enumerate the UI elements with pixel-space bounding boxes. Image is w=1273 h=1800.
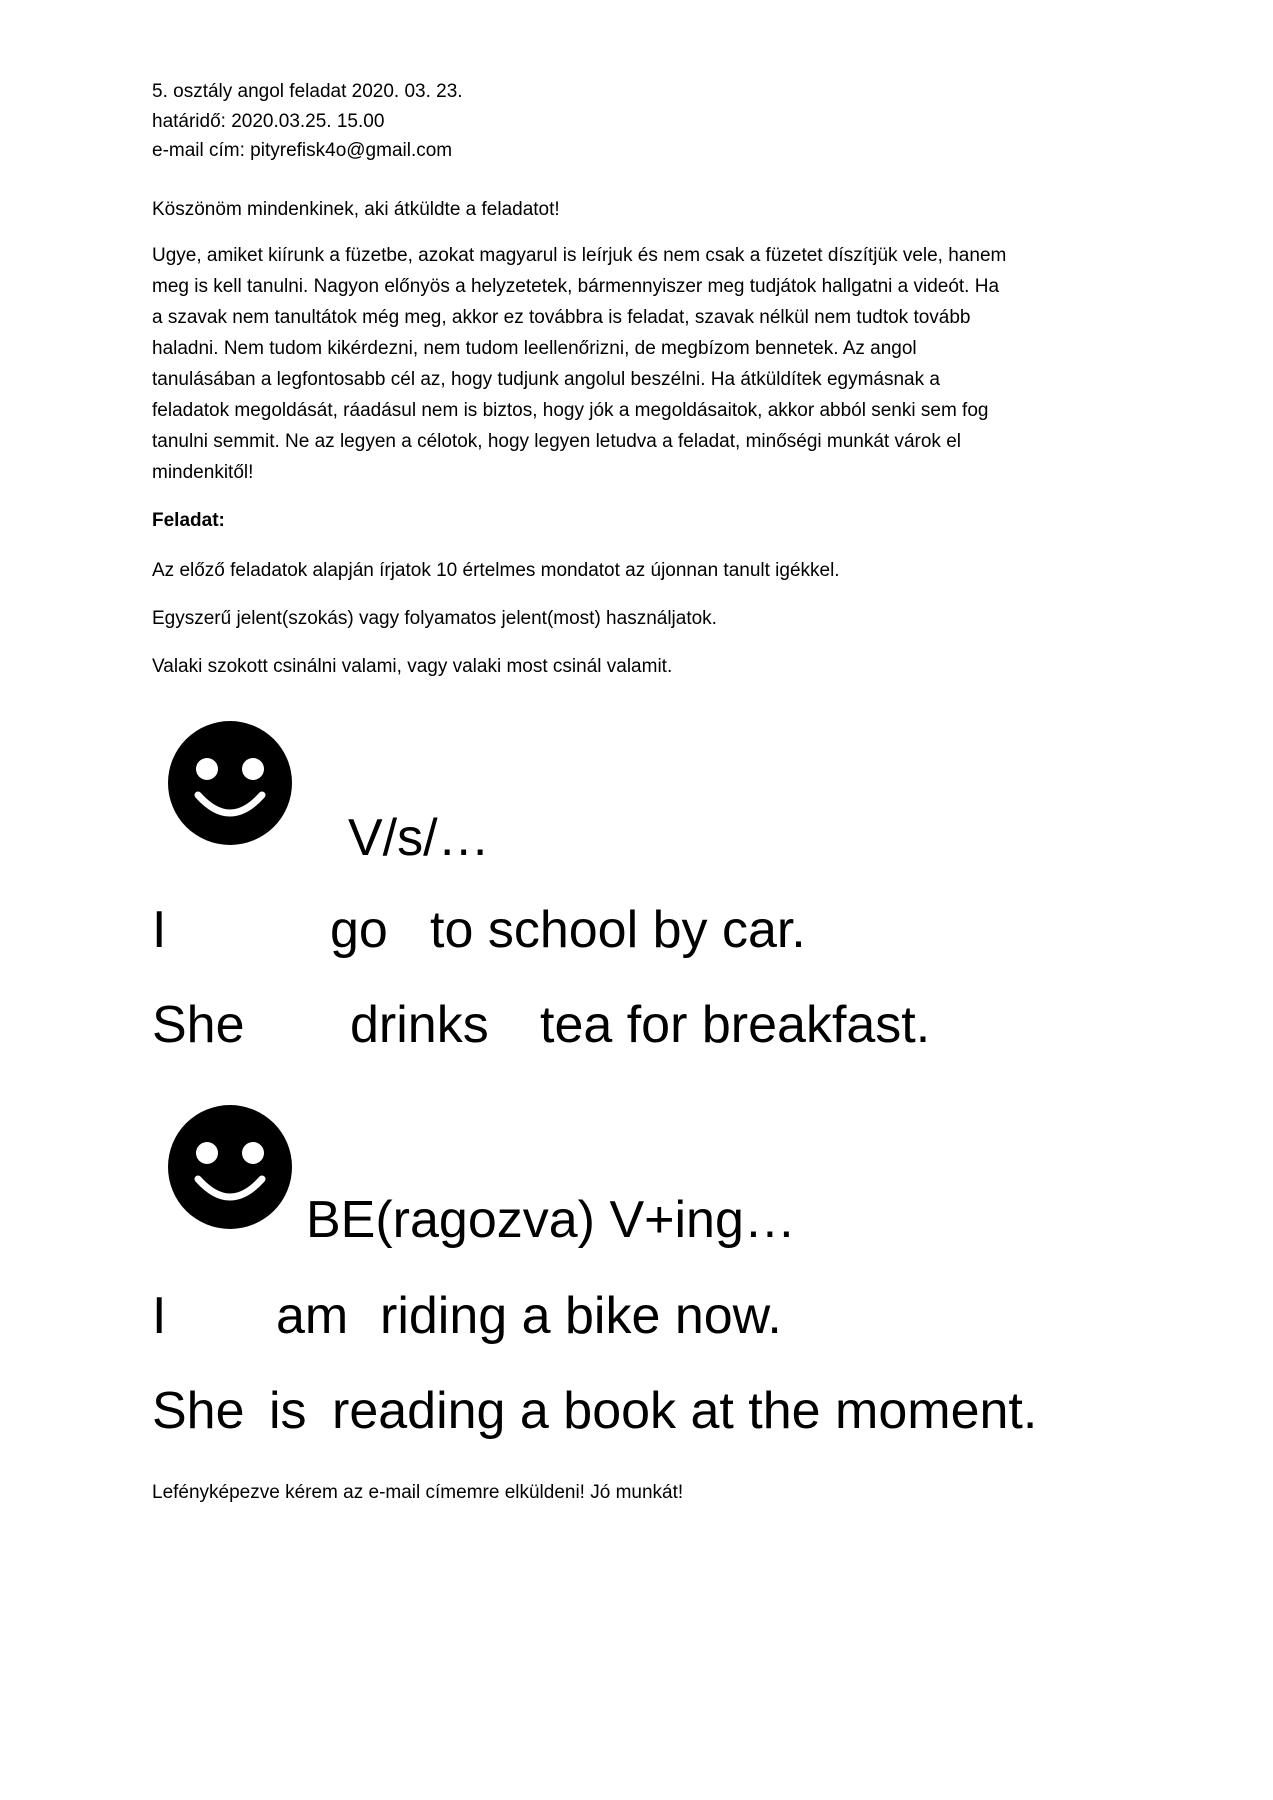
intro-line: haladni. Nem tudom kikérdezni, nem tudom leellenőrizni, de megbízom bennetek. Az angol	[152, 338, 917, 359]
task-instruction: Az előző feladatok alapján írjatok 10 értelmes mondatot az újonnan tanult igékkel.	[152, 560, 840, 581]
intro-line: meg is kell tanulni. Nagyon előnyös a helyzetetek, bármennyiszer meg tudjátok hallgatni a videót. Ha	[152, 276, 1000, 297]
intro-line: a szavak nem tanultátok még meg, akkor ez továbbra is feladat, szavak nélkül nem tudtok tovább	[152, 307, 971, 328]
smiley-face-icon	[167, 720, 293, 846]
thanks-text: Köszönöm mindenkinek, aki átküldte a feladatot!	[152, 199, 560, 220]
present-continuous-example-2	[152, 1381, 1152, 1441]
task-tense-note: Egyszerű jelent(szokás) vagy folyamatos jelent(most) használjatok.	[152, 608, 717, 629]
example-rest: tea for breakfast.	[540, 996, 931, 1054]
example-subject: I	[152, 1287, 167, 1345]
example-auxiliary: am	[276, 1287, 349, 1345]
task-heading: Feladat:	[152, 510, 225, 531]
task-example-note: Valaki szokott csinálni valami, vagy valaki most csinál valamit.	[152, 656, 673, 677]
example-verb: drinks	[350, 996, 489, 1054]
smiley-face-icon	[167, 1104, 293, 1230]
present-continuous-formula: BE(ragozva) V+ing…	[306, 1191, 796, 1249]
intro-line: tanulásában a legfontosabb cél az, hogy tudjunk angolul beszélni. Ha átküldítek egymásnak a	[152, 369, 940, 390]
example-subject: I	[152, 901, 167, 959]
closing-note: Lefényképezve kérem az e-mail címemre elküldeni! Jó munkát!	[152, 1482, 684, 1503]
simple-present-example-2	[152, 995, 1052, 1055]
present-continuous-example-1	[152, 1286, 1052, 1346]
intro-line: tanulni semmit. Ne az legyen a célotok, hogy legyen letudva a feladat, minőségi munkát várok el	[152, 431, 962, 452]
simple-present-formula: V/s/…	[348, 809, 490, 867]
intro-line: Ugye, amiket kiírunk a füzetbe, azokat magyarul is leírjuk és nem csak a füzetet díszítjük vele, hanem	[152, 245, 1007, 266]
header-deadline: határidő: 2020.03.25. 15.00	[152, 111, 385, 132]
example-rest: to school by car.	[430, 901, 806, 959]
example-rest: reading a book at the moment.	[332, 1382, 1038, 1440]
intro-line: mindenkitől!	[152, 462, 254, 483]
header-email: e-mail cím: pityrefisk4o@gmail.com	[152, 140, 453, 161]
header-title: 5. osztály angol feladat 2020. 03. 23.	[152, 81, 463, 102]
example-verb: go	[330, 901, 388, 959]
example-rest: riding a bike now.	[380, 1287, 782, 1345]
intro-line: feladatok megoldását, ráadásul nem is biztos, hogy jók a megoldásaitok, akkor abból senki sem fog	[152, 400, 989, 421]
example-subject: She	[152, 996, 245, 1054]
example-subject: She	[152, 1382, 245, 1440]
example-auxiliary: is	[269, 1382, 307, 1440]
simple-present-example-1	[152, 900, 1052, 960]
